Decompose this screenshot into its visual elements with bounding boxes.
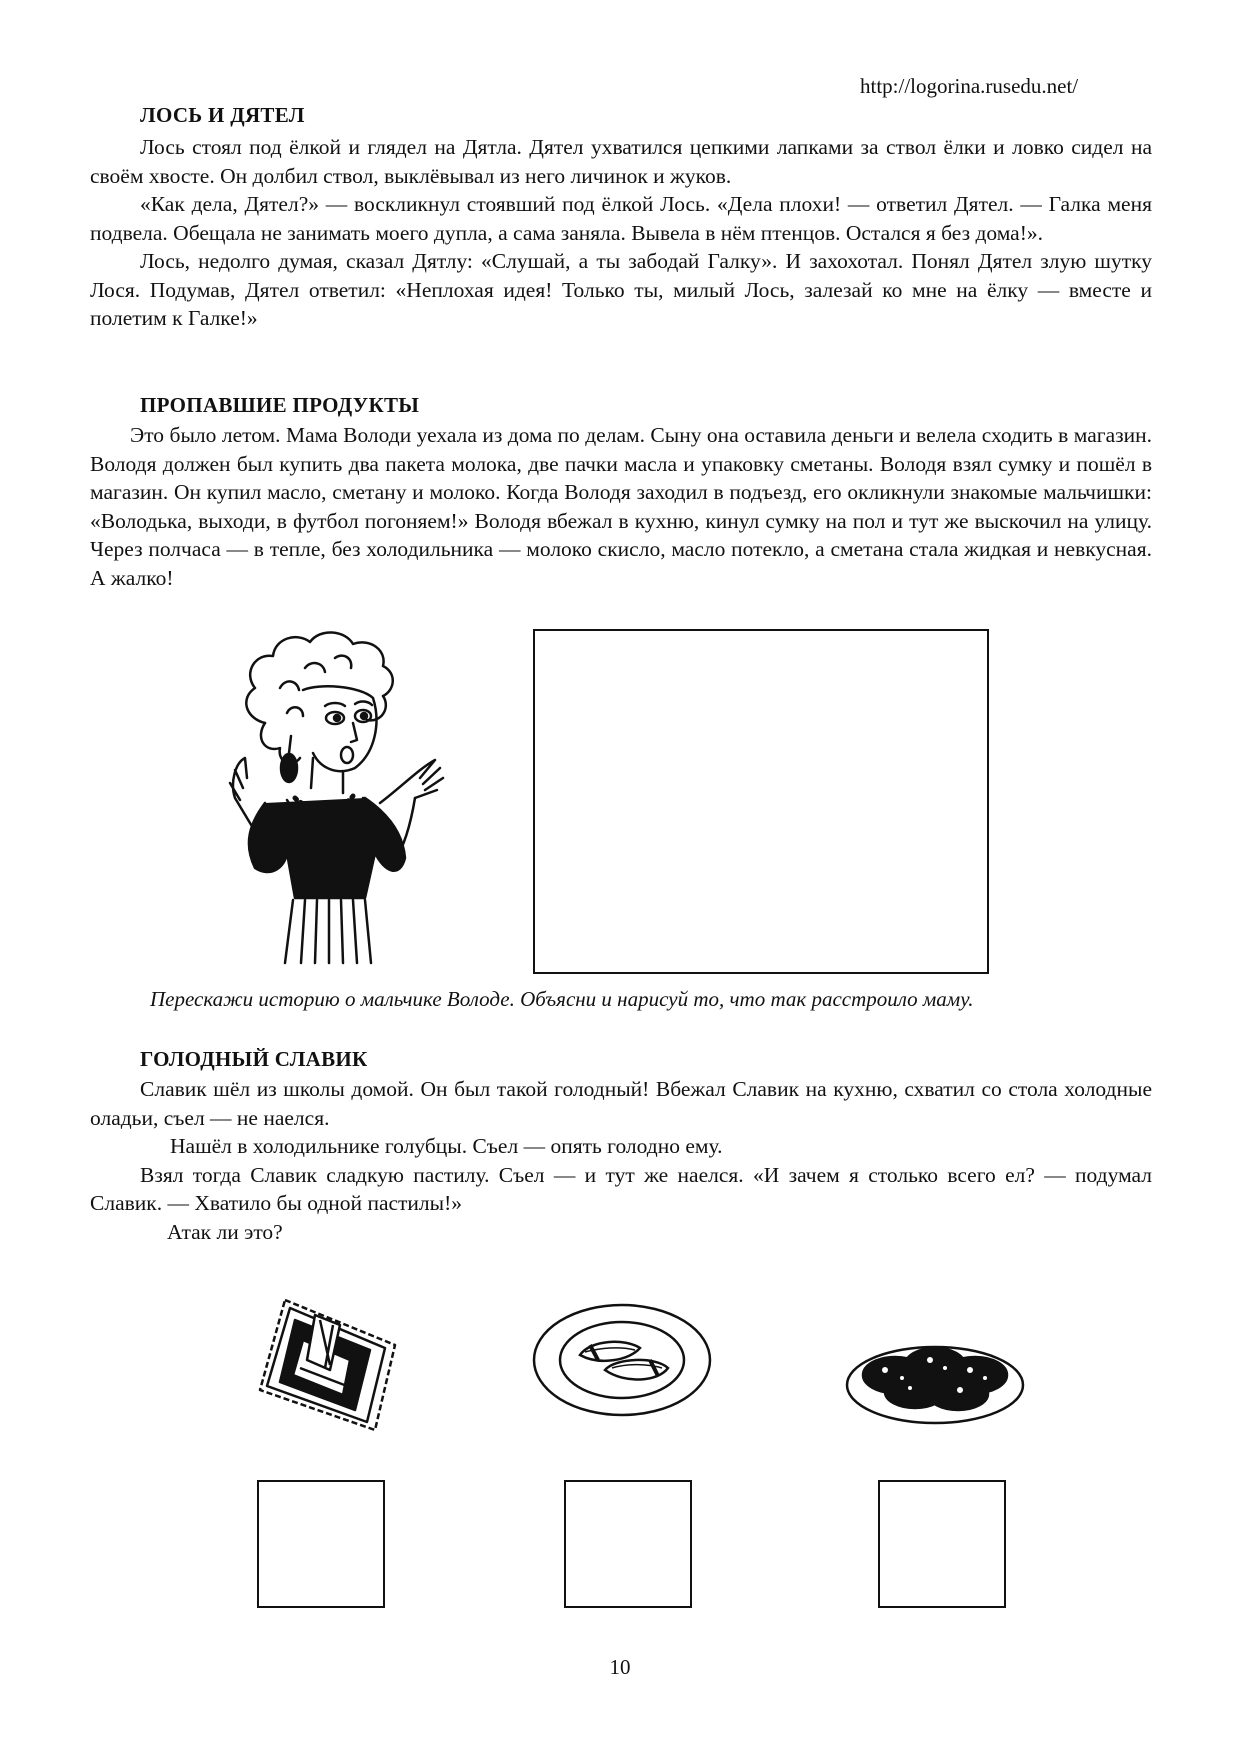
answer-box-oladi[interactable] xyxy=(878,1480,1006,1608)
paragraph: Взял тогда Славик сладкую пастилу. Съел — и тут же наелся. «И зачем я столько всего ел? — подумал Славик. — Хватило бы одной пастилы!» xyxy=(90,1162,1152,1215)
golubtsy-plate-illustration xyxy=(530,1300,715,1420)
paragraph: Славик шёл из школы домой. Он был такой голодный! Вбежал Славик на кухню, схватил со стола холодные оладьи, съел — не наелся. xyxy=(90,1077,1152,1130)
paragraph: Это было летом. Мама Володи уехала из дома по делам. Сыну она оставила деньги и велела сходить в магазин. Володя должен был купить два пакета молока, две пачки масла и упаковку сметаны. Володя взял сумку и пошёл в магазин. Он купил масло, сметану и молоко. Когда Володя заходил в подъезд, его окликнули знакомые мальчишки: «Володька, выходи, в футбол погоняем!» Володя вбежал в кухню, кинул сумку на пол и тут же выскочил на улицу. Через полчаса — в тепле, без холодильника — молоко скисло, масло потекло, а сметана стала жидкая и невкусная. А жалко! xyxy=(90,423,1152,590)
story-title-golodny-slavik: ГОЛОДНЫЙ СЛАВИК xyxy=(140,1047,368,1071)
paragraph: Лось стоял под ёлкой и глядел на Дятла. Дятел ухватился цепкими лапками за ствол ёлки и ловко сидел на своём хвосте. Он долбил ствол, выклёвывал из него личинок и жуков. xyxy=(90,135,1152,188)
paragraph: Нашёл в холодильнике голубцы. Съел — опять голодно ему. xyxy=(170,1134,723,1158)
answer-box-golubtsy[interactable] xyxy=(564,1480,692,1608)
story-text-los-i-dyatel xyxy=(90,133,1152,333)
source-url: http://logorina.rusedu.net/ xyxy=(860,74,1079,98)
story-text-golodny-slavik xyxy=(90,1075,1152,1246)
drawing-box-large[interactable] xyxy=(533,629,989,974)
paragraph: «Как дела, Дятел?» — воскликнул стоявший под ёлкой Лось. «Дела плохи! — ответил Дятел. — Галка меня подвела. Обещала не занимать моего дупла, а сама заняла. Вывела в нём птенцов. Остался я без дома!». xyxy=(90,192,1152,245)
worried-mother-illustration xyxy=(225,628,465,968)
answer-box-pastila[interactable] xyxy=(257,1480,385,1608)
task-caption: Перескажи историю о мальчике Володе. Объясни и нарисуй то, что так расстроило маму. xyxy=(150,987,974,1011)
paragraph: Лось, недолго думая, сказал Дятлу: «Слушай, а ты забодай Галку». И захохотал. Понял Дятел злую шутку Лося. Подумав, Дятел ответил: «Неплохая идея! Только ты, милый Лось, залезай ко мне на ёлку — вместе и полетим к Галке!» xyxy=(90,249,1152,330)
page-number: 10 xyxy=(609,1655,631,1679)
story-title-propavshie-produkty: ПРОПАВШИЕ ПРОДУКТЫ xyxy=(140,393,420,417)
oladi-plate-illustration xyxy=(840,1330,1030,1430)
story-text-propavshie-produkty xyxy=(90,421,1152,592)
pastila-illustration xyxy=(255,1290,400,1435)
story-title-los-i-dyatel: ЛОСЬ И ДЯТЕЛ xyxy=(140,103,305,127)
paragraph: Атак ли это? xyxy=(167,1219,283,1244)
